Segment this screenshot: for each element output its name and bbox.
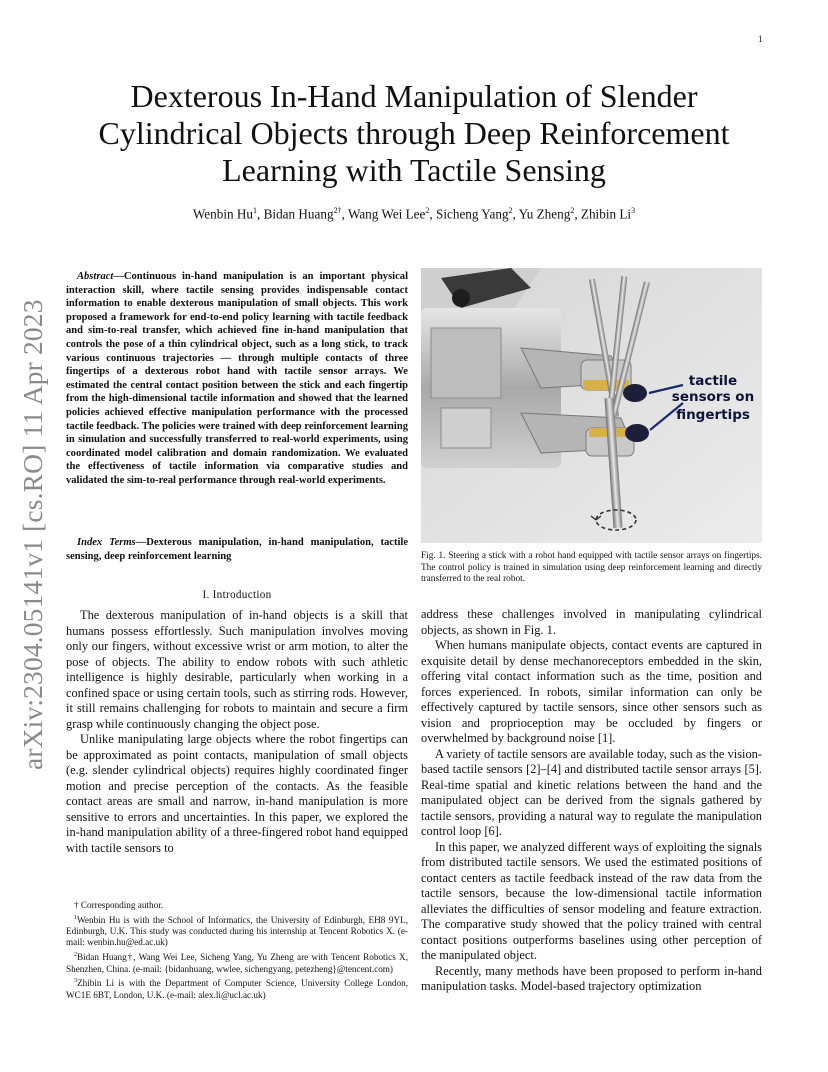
footnote-mark: 3	[74, 978, 77, 985]
author-affiliation-mark: 2	[508, 206, 513, 215]
figure-robot-hand-photo	[421, 268, 762, 543]
footnote-text: Zhibin Li is with the Department of Computer Science, University College London, WC1E 6BT, London, U.K. (e-mail: alex.li@ucl.ac.uk)	[66, 978, 408, 1000]
arxiv-identifier: arXiv:2304.05141v1 [cs.RO] 11 Apr 2023	[17, 299, 48, 770]
footnote-text: † Corresponding author.	[74, 900, 164, 910]
author: Sicheng Yang	[436, 206, 509, 222]
author-affiliation-mark: 2†	[333, 206, 342, 215]
index-terms	[66, 536, 408, 563]
footnote-mark: 2	[74, 952, 77, 959]
annotation-line: fingertips	[676, 407, 750, 423]
page-number: 1	[758, 34, 763, 44]
author: Bidan Huang	[263, 206, 334, 222]
author: Zhibin Li	[580, 206, 632, 222]
figure-caption: Fig. 1. Steering a stick with a robot hand equipped with tactile sensor arrays on fingertips. The control policy is trained in simulation using deep reinforcement learning and directly transferred to the real robot.	[421, 551, 762, 585]
paragraph: Recently, many methods have been proposed to perform in-hand manipulation tasks. Model-based trajectory optimization	[421, 963, 762, 993]
right-column-body	[421, 607, 762, 995]
author-affiliation-mark: 2	[570, 206, 575, 215]
footnotes	[66, 900, 408, 1003]
paragraph: Unlike manipulating large objects where the robot fingertips can be approximated as point contacts, manipulation of small objects (e.g. slender cylindrical objects) requires highly coordinated finger motion and precise perception of the contacts. As the feasible contact areas are small and narrow, in-hand manipulation is more sensitive to errors and uncertainties. In this paper, we explored the in-hand manipulation ability of a three-fingered robot hand equipped with tactile sensors to	[66, 732, 408, 855]
index-terms-label: Index Terms	[77, 537, 136, 548]
footnote	[66, 950, 408, 975]
paragraph: A variety of tactile sensors are available today, such as the vision-based tactile sensors [2]–[4] and distributed tactile sensor arrays [5]. Real-time spatial and kinetic relations between the hand and the manipulated object can be derived from the signals gathered by tactile sensors, providing a natural way to regulate the manipulation control loop [6].	[421, 746, 762, 838]
paper-title: Dexterous In-Hand Manipulation of Slender Cylindrical Objects through Deep Reinforcement Learning with Tactile Sensing	[98, 78, 730, 188]
footnote-text: Bidan Huang†, Wang Wei Lee, Sicheng Yang, Yu Zheng are with Tencent Robotics X, Shenzhen, China. (e-mail: {bidanhuang, wwlee, sichengyang, petezheng}@tencent.com)	[66, 952, 408, 974]
author-affiliation-mark: 1	[253, 206, 258, 215]
footnote	[66, 913, 408, 949]
author-affiliation-mark: 2	[425, 206, 430, 215]
paragraph: address these challenges involved in manipulating cylindrical objects, as shown in Fig. 1.	[421, 607, 762, 637]
robot-hand-illustration	[421, 268, 762, 543]
abstract	[66, 270, 408, 488]
paragraph: In this paper, we analyzed different ways of exploiting the signals from distributed tactile sensors. We used the estimated positions of contact centers as tactile feedback instead of the raw data from the tactile sensors, because the low-dimensional tactile information alleviates the difficulties of sensor modeling and feature extraction. The comparative study showed that the policy trained with central contact positions outperforms baselines using other perception of the manipulated object.	[421, 839, 762, 962]
annotation-line: sensors on	[671, 389, 755, 405]
section-heading: I. Introduction	[202, 589, 272, 601]
annotation-line: tactile	[688, 373, 738, 389]
author-affiliation-mark: 3	[631, 206, 636, 215]
author: Wenbin Hu	[192, 206, 254, 222]
paragraph: The dexterous manipulation of in-hand objects is a skill that humans possess effortlessly. Such manipulation involves moving only our fingers, without excessive wrist or arm motion, to alter the pose of objects. The ability to endow robots with such athletic intelligence is highly desirable, particularly when working in a confined space or using certain tools, such as stirring rods. However, it still remains challenging for robots to maintain and secure a firm grasp while continuously changing the object pose.	[66, 608, 408, 731]
author-list: Wenbin Hu$^1$, Bidan Huang$^{2\dagger}$, Wang Wei Lee$^2$, Sicheng Yang$^2$, Yu Zheng$^2$, Zhibin Li$^3$	[192, 206, 636, 222]
footnote-mark: 1	[74, 914, 77, 921]
paragraph: When humans manipulate objects, contact events are captured in exquisite detail by dense mechanoreceptors embedded in the skin, offering vital contact information such as the time, position and forces experienced. In robots, similar information can only be effectively captured by tactile sensors, since other sensors such as vision and proprioception may be occluded by fingers or overwhelmed by background noise [1].	[421, 638, 762, 745]
abstract-label: Abstract	[77, 271, 114, 282]
footnote-text: Wenbin Hu is with the School of Informatics, the University of Edinburgh, EH8 9YL, Edinburgh, U.K. This study was conducted during his internship at Tencent Robotics X. (e-mail: wenbin.hu@ed.ac.uk)	[66, 914, 408, 948]
left-column-body	[66, 608, 408, 856]
footnote	[66, 976, 408, 1001]
author: Wang Wei Lee	[347, 206, 426, 222]
footnote	[66, 900, 408, 911]
index-terms-text: —Dexterous manipulation, in-hand manipulation, tactile sensing, deep reinforcement learning	[66, 537, 409, 562]
author: Yu Zheng	[518, 206, 571, 222]
abstract-text: —Continuous in-hand manipulation is an important physical interaction skill, where tactile sensing provides indispensable contact information to enable dexterous manipulation of small objects. This work proposed a framework for end-to-end policy learning with tactile feedback and sim-to-real transfer, which achieved fine in-hand manipulation that controls the pose of a thin cylindrical object, such as a long stick, to track various continuous trajectories — through multiple contacts of three fingertips of a dexterous robot hand with tactile sensor arrays. We estimated the central contact position between the stick and each fingertip from the high-dimensional tactile information and showed that the learned policies achieved effective manipulation performance with the processed tactile feedback. The policies were trained with deep reinforcement learning in simulation and successfully transferred to real-world experiments, using coordinated model calibration and domain randomization. We evaluated the effectiveness of tactile information via comparative studies and validated the sim-to-real performance through real-world experiments.	[66, 271, 408, 486]
